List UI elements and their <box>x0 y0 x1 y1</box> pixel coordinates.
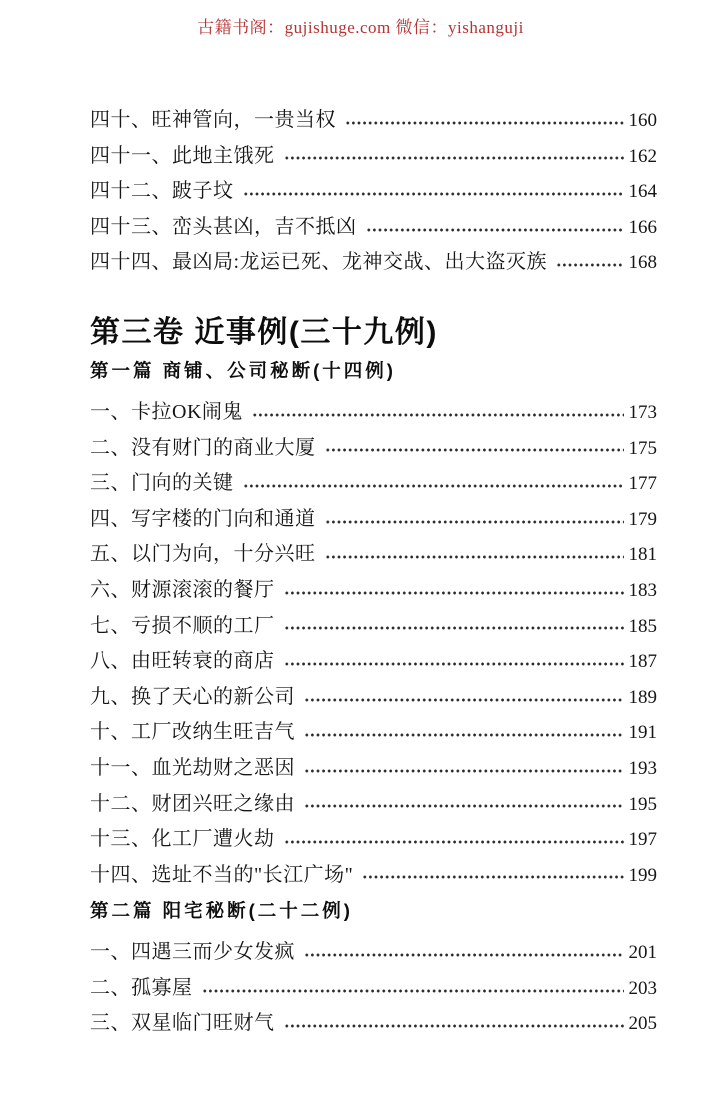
entry-page-number: 201 <box>628 942 657 964</box>
dot-leader <box>243 466 624 502</box>
entry-page-number: 189 <box>628 686 657 708</box>
entry-title: 七、亏损不顺的工厂 <box>90 614 275 637</box>
dot-leader <box>304 787 624 823</box>
entry-title: 九、换了天心的新公司 <box>90 685 295 708</box>
dot-leader <box>362 858 623 894</box>
dot-leader <box>284 822 624 858</box>
entry-page-number: 183 <box>628 579 657 601</box>
entry-page-number: 177 <box>628 473 657 495</box>
entry-page-number: 166 <box>628 216 657 238</box>
toc-entry <box>90 103 657 139</box>
dot-leader <box>366 210 624 246</box>
dot-leader <box>284 573 624 609</box>
dot-leader <box>304 715 624 751</box>
toc-entry <box>90 1006 657 1042</box>
entry-page-number: 203 <box>628 977 657 999</box>
entry-page-number: 185 <box>628 615 657 637</box>
toc-entry <box>90 431 657 467</box>
part-heading: 第二篇 阳宅秘断(二十二例) <box>90 900 353 922</box>
entry-title: 四十四、最凶局:龙运已死、龙神交战、出大盗灭族 <box>90 251 548 274</box>
toc-entry <box>90 609 657 645</box>
dot-leader <box>325 502 624 538</box>
entry-page-number: 173 <box>628 401 657 423</box>
toc-entry <box>90 787 657 823</box>
entry-page-number: 191 <box>628 722 657 744</box>
toc-entry <box>90 139 657 175</box>
entry-title: 三、双星临门旺财气 <box>90 1012 275 1035</box>
dot-leader <box>345 103 624 139</box>
entry-title: 八、由旺转衰的商店 <box>90 650 275 673</box>
volume-heading: 第三卷 近事例(三十九例) <box>90 315 438 349</box>
entry-page-number: 168 <box>628 252 657 274</box>
table-of-contents <box>0 103 721 1042</box>
entry-title: 十一、血光劫财之恶因 <box>90 756 295 779</box>
entry-title: 六、财源滚滚的餐厅 <box>90 578 275 601</box>
entry-title: 四十三、峦头甚凶，吉不抵凶 <box>90 215 357 238</box>
entry-title: 一、卡拉OK闹鬼 <box>90 400 243 423</box>
toc-entry <box>90 858 657 894</box>
dot-leader <box>252 395 624 431</box>
entry-page-number: 181 <box>628 544 657 566</box>
entry-page-number: 197 <box>628 829 657 851</box>
dot-leader <box>304 935 624 971</box>
toc-entry <box>90 502 657 538</box>
toc-entry <box>90 395 657 431</box>
entry-title: 二、孤寡屋 <box>90 976 193 999</box>
entry-title: 三、门向的关键 <box>90 472 234 495</box>
toc-entry <box>90 573 657 609</box>
entry-page-number: 164 <box>628 181 657 203</box>
entry-title: 十四、选址不当的"长江广场" <box>90 863 354 886</box>
toc-entry <box>90 466 657 502</box>
entry-title: 五、以门为向，十分兴旺 <box>90 543 316 566</box>
watermark-header: 古籍书阁：gujishuge.com 微信：yishanguji <box>197 18 524 37</box>
entry-page-number: 195 <box>628 793 657 815</box>
entry-page-number: 162 <box>628 145 657 167</box>
entry-title: 四十二、跛子坟 <box>90 180 234 203</box>
entry-page-number: 205 <box>628 1013 657 1035</box>
toc-entry <box>90 680 657 716</box>
dot-leader <box>284 609 624 645</box>
entry-page-number: 193 <box>628 757 657 779</box>
toc-entry <box>90 751 657 787</box>
toc-entry <box>90 715 657 751</box>
entry-title: 二、没有财门的商业大厦 <box>90 436 316 459</box>
entry-page-number: 175 <box>628 437 657 459</box>
dot-leader <box>284 139 624 175</box>
dot-leader <box>556 245 623 281</box>
toc-entry <box>90 822 657 858</box>
dot-leader <box>325 537 624 573</box>
entry-title: 十、工厂改纳生旺吉气 <box>90 721 295 744</box>
dot-leader <box>202 971 624 1007</box>
entry-title: 十二、财团兴旺之缘由 <box>90 792 295 815</box>
entry-page-number: 179 <box>628 508 657 530</box>
toc-entry <box>90 537 657 573</box>
dot-leader <box>325 431 624 467</box>
dot-leader <box>284 644 624 680</box>
dot-leader <box>284 1006 624 1042</box>
dot-leader <box>243 174 624 210</box>
dot-leader <box>304 751 624 787</box>
entry-title: 一、四遇三而少女发疯 <box>90 941 295 964</box>
toc-entry <box>90 971 657 1007</box>
entry-page-number: 160 <box>628 110 657 131</box>
toc-entry <box>90 210 657 246</box>
entry-title: 四十一、此地主饿死 <box>90 144 275 167</box>
toc-entry <box>90 644 657 680</box>
part-heading: 第一篇 商铺、公司秘断(十四例) <box>90 359 396 381</box>
toc-entry <box>90 245 657 281</box>
dot-leader <box>304 680 624 716</box>
entry-title: 十三、化工厂遭火劫 <box>90 828 275 851</box>
entry-title: 四十、旺神管向，一贵当权 <box>90 109 336 131</box>
toc-entry <box>90 174 657 210</box>
entry-page-number: 199 <box>628 864 657 886</box>
entry-title: 四、写字楼的门向和通道 <box>90 507 316 530</box>
toc-entry <box>90 935 657 971</box>
entry-page-number: 187 <box>628 651 657 673</box>
